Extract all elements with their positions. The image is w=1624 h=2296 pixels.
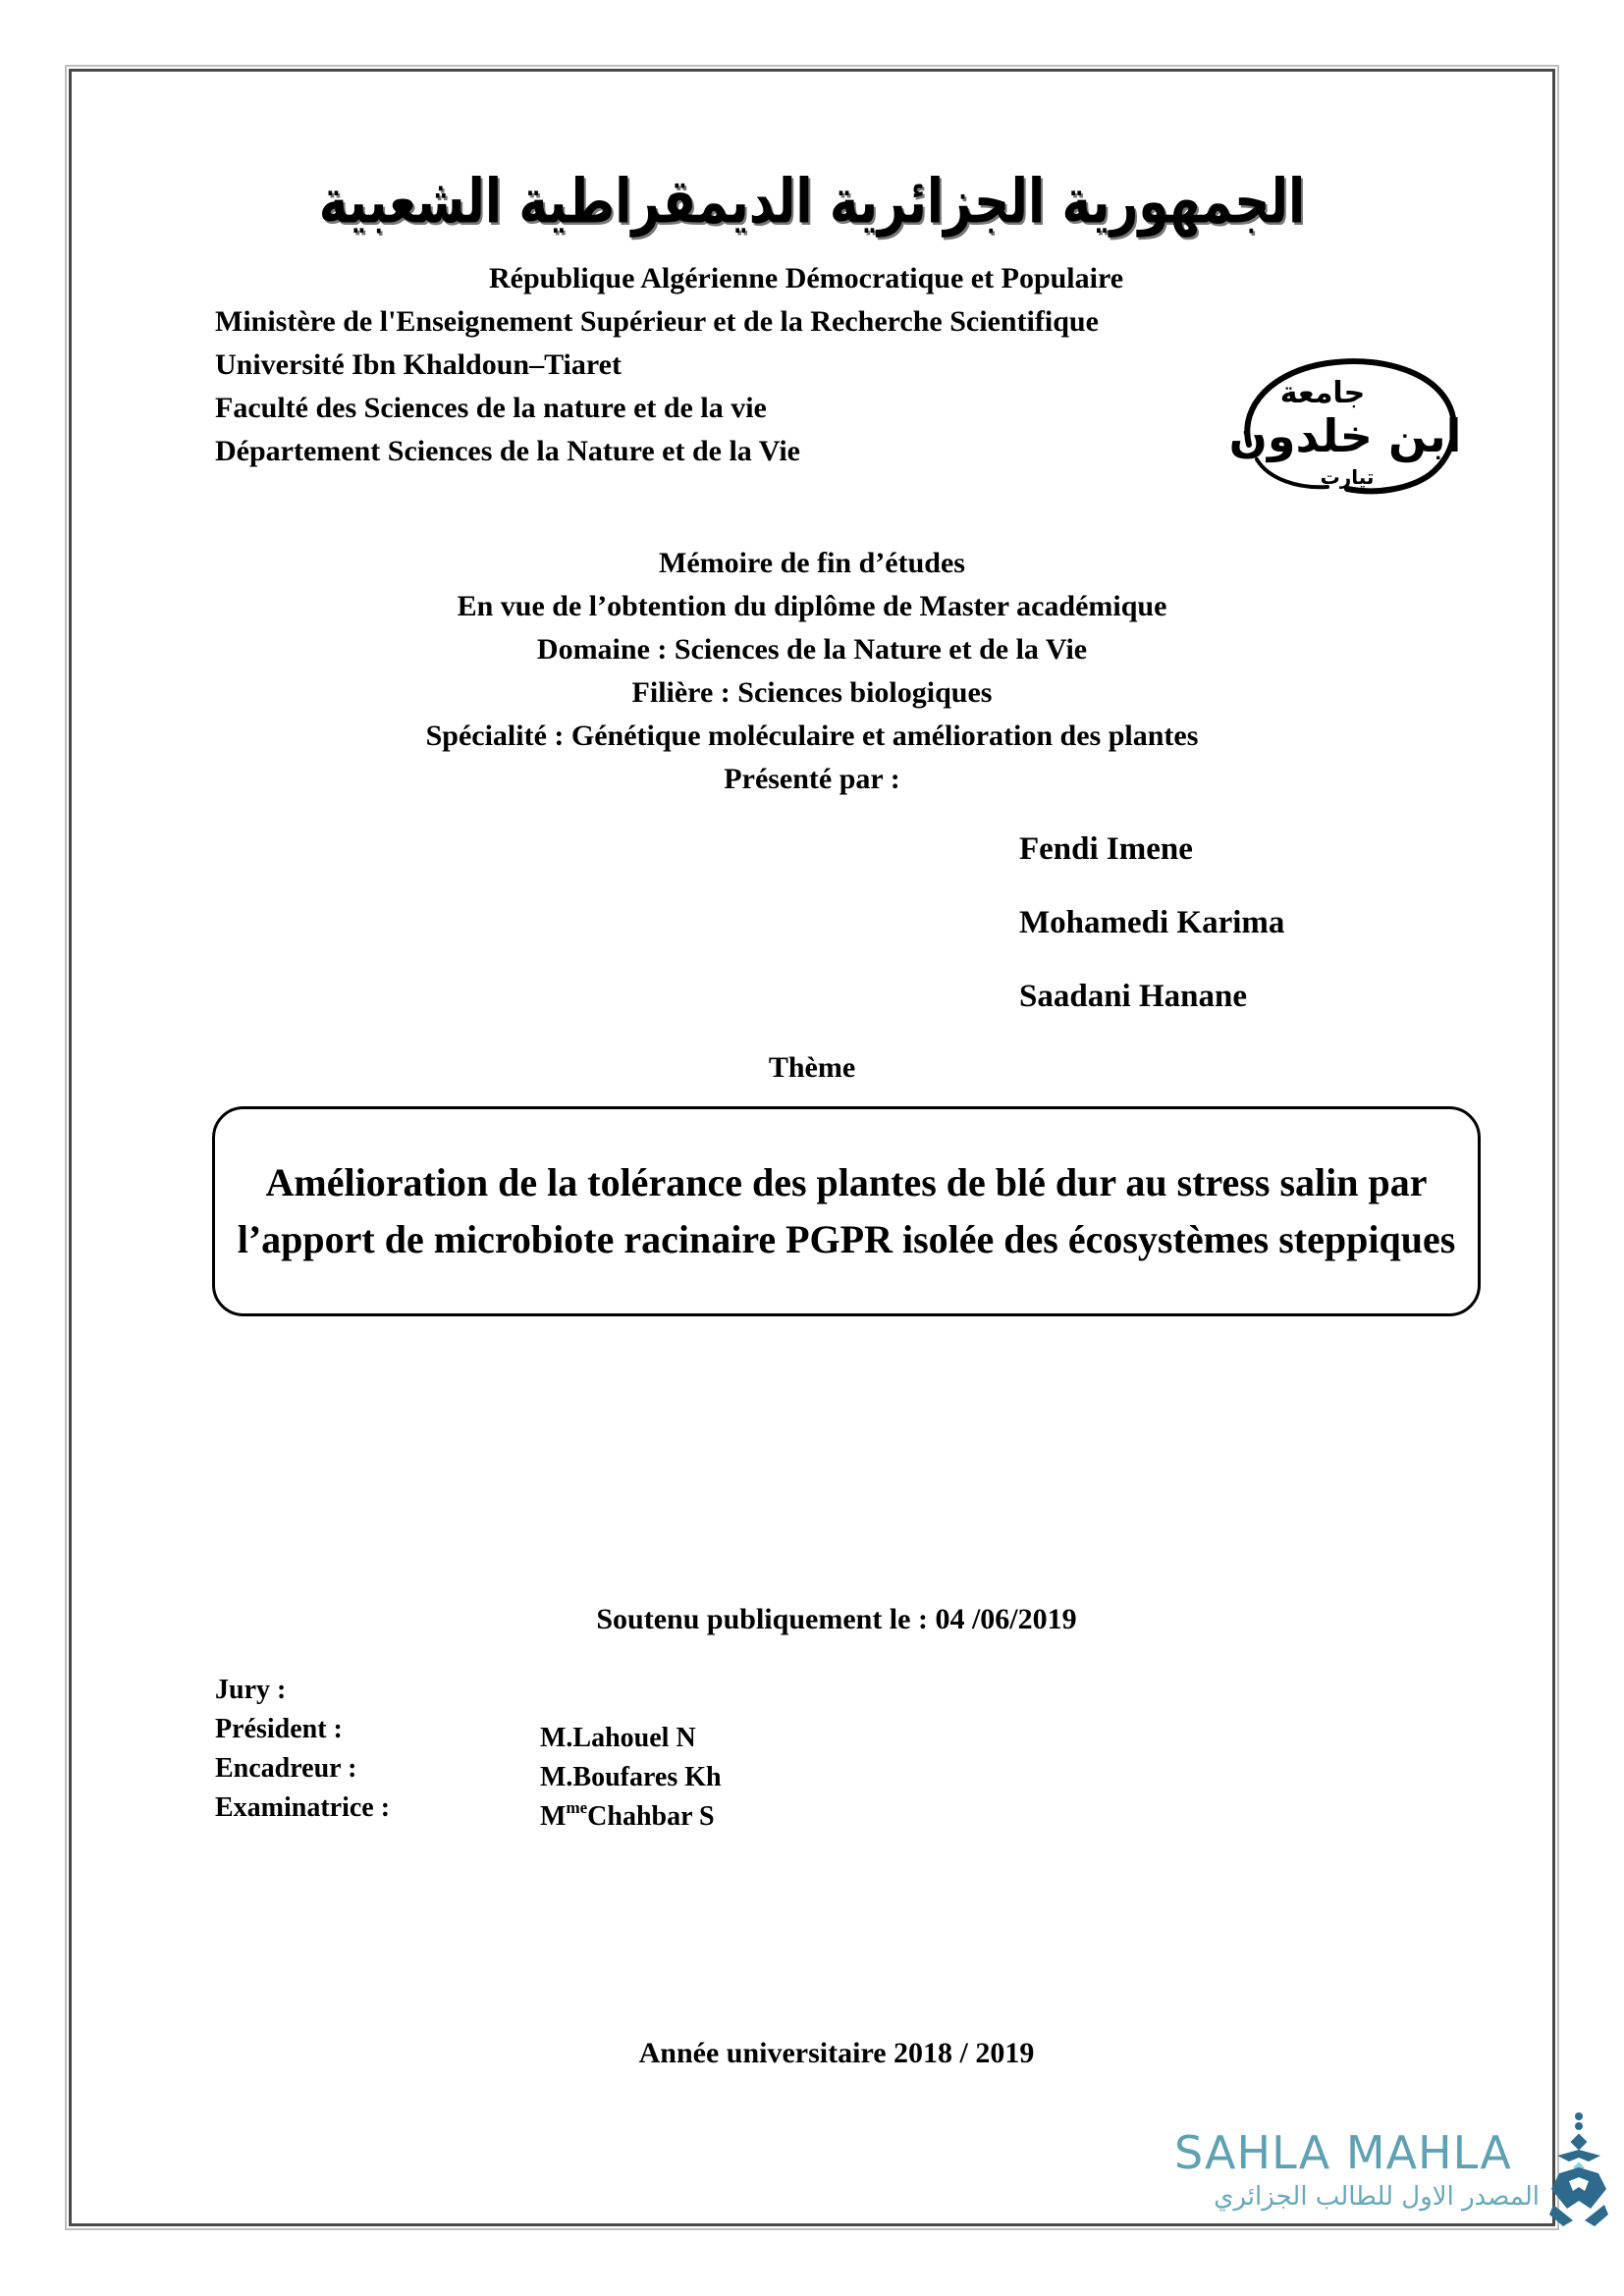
filiere-line: Filière : Sciences biologiques [631,676,993,709]
student-name: Mohamedi Karima [1019,905,1285,940]
universite-line: Université Ibn Khaldoun–Tiaret [215,348,622,381]
memoire-line: Mémoire de fin d’études [659,547,965,579]
jury-name: M.Lahouel N [540,1723,696,1753]
jury-name-sup: me [566,1798,588,1817]
diploma-line: En vue de l’obtention du diplôme de Master académique [457,590,1167,622]
specialite-line: Spécialité : Génétique moléculaire et amélioration des plantes [425,720,1199,752]
presente-par-label: Présenté par : [724,763,900,795]
theme-title: Amélioration de la tolérance des plantes de blé dur au stress salin par l’apport de microbiote racinaire PGPR isolée des écosystèmes steppiques [237,1160,1456,1261]
watermark-tagline: المصدر الاول للطالب الجزائري [1214,2182,1540,2212]
jury-member-name [540,1789,715,1837]
domaine-line: Domaine : Sciences de la Nature et de la Vie [536,633,1088,666]
faculte-line: Faculté des Sciences de la nature et de la vie [215,392,767,424]
republique-line: République Algérienne Démocratique et Populaire [489,262,1124,294]
sahla-mahla-logo-icon [1549,2110,1624,2228]
university-calligraphy-seal-icon [1229,351,1463,499]
jury-role: Président : [215,1714,343,1744]
svg-text:ابن خلدون: ابن خلدون [1229,409,1462,462]
jury-role: Encadreur : [215,1753,357,1784]
svg-text:جامعة: جامعة [1279,376,1366,410]
student-name: Saadani Hanane [1019,979,1247,1014]
departement-line: Département Sciences de la Nature et de la Vie [215,435,800,467]
jury-name: Chahbar S [587,1801,715,1832]
theme-label: Thème [768,1051,856,1084]
jury-name: M.Boufares Kh [540,1762,722,1792]
defense-date: Soutenu publiquement le : 04 /06/2019 [596,1603,1077,1635]
student-name: Fendi Imene [1019,831,1193,867]
theme-title-box [212,1106,1481,1316]
watermark-brand: SAHLA MAHLA [1174,2126,1512,2179]
ministere-line: Ministère de l'Enseignement Supérieur et de la Recherche Scientifique [215,305,1099,338]
jury-label: Jury : [215,1675,287,1705]
arabic-republic-title: الجمهورية الجزائرية الديمقراطية الشعبية [318,165,1306,238]
jury-name-prefix: M [540,1801,567,1832]
svg-text:تيارت: تيارت [1320,465,1375,489]
academic-year: Année universitaire 2018 / 2019 [638,2037,1035,2069]
jury-role: Examinatrice : [215,1792,391,1823]
